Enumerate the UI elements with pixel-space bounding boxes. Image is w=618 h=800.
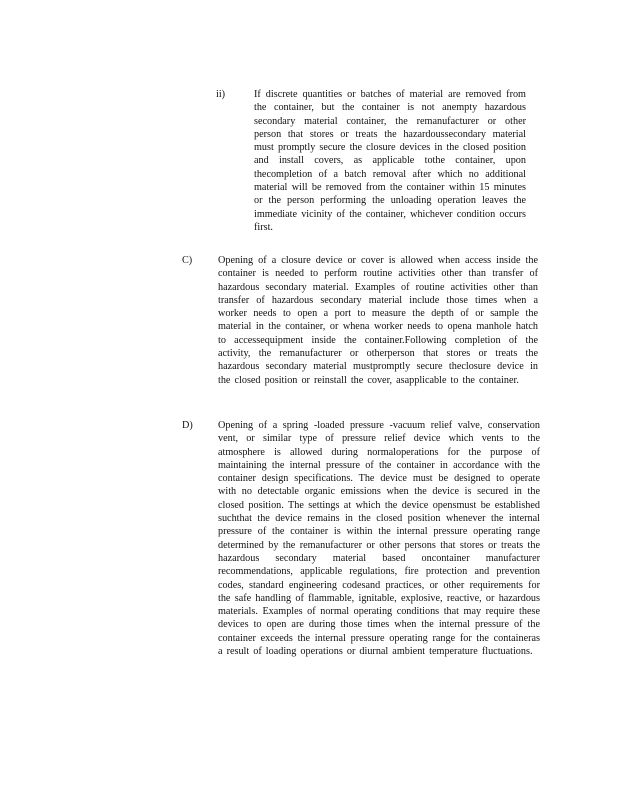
list-marker-ii: ii): [216, 89, 226, 100]
list-marker-d: D): [182, 420, 193, 431]
paragraph-c: Opening of a closure device or cover is allowed when access inside the container is needed to perform routine activities other than transfer of hazardous secondary material. Examples of routine activities other than transfer of hazardous secondary material include those times when a worker needs to open a port to measure the depth of or sample the material in the container, or whena worker needs to opena manhole hatch to accessequipment inside the container.Following completion of the activity, the remanufacturer or otherperson that stores or treats the hazardous secondary material mustpromptly secure theclosure device in the closed position or reinstall the cover, asapplicable to the container.: [218, 255, 538, 386]
list-marker-c: C): [182, 255, 193, 266]
paragraph-d: Opening of a spring -loaded pressure -vacuum relief valve, conservation vent, or similar type of pressure relief device which vents to the atmosphere is allowed during normaloperations for the purpose of maintaining the internal pressure of the container in accordance with the container design specifications. The device must be designed to operate with no detectable organic emissions when the device is secured in the closed position. The settings at which the device opensmust be established suchthat the device remains in the closed position whenever the internal pressure of the container is within the internal pressure operating range determined by the remanufacturer or other persons that stores or treats the hazardous secondary material based oncontainer manufacturer recommendations, applicable regulations, fire protection and prevention codes, standard engineering codesand practices, or other requirements for the safe handling of flammable, ignitable, explosive, reactive, or hazardous materials. Examples of normal operating conditions that may require these devices to open are during those times when the internal pressure of the container exceeds the internal pressure operating range for the containeras a result of loading operations or diurnal ambient temperature fluctuations.: [218, 420, 540, 658]
paragraph-ii: If discrete quantities or batches of material are removed from the container, but the container is not anempty hazardous secondary material container, the remanufacturer or other person that stores or treats the hazardoussecondary material must promptly secure the closure devices in the closed position and install covers, as applicable tothe container, upon thecompletion of a batch removal after which no additional material will be removed from the container within 15 minutes or the person performing the unloading operation leaves the immediate vicinity of the container, whichever condition occurs first.: [254, 89, 526, 233]
